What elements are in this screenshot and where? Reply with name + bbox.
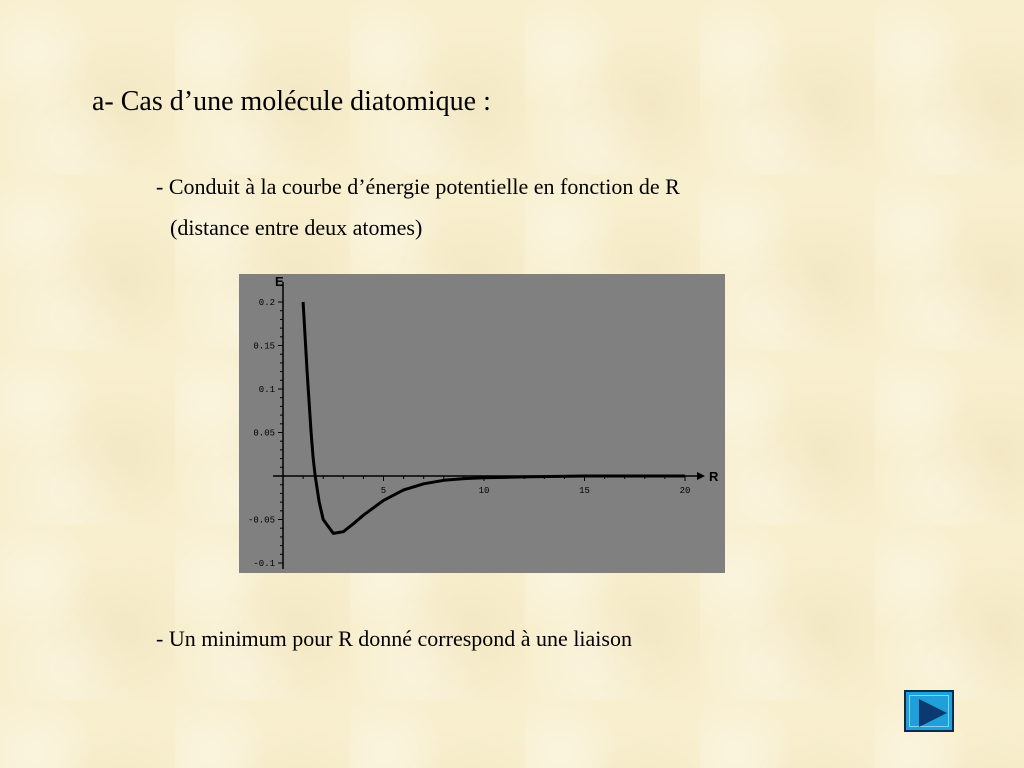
x-tick-label: 20 (679, 486, 691, 496)
y-tick-label: 0.1 (258, 385, 275, 395)
chart-svg (239, 274, 725, 573)
x-tick-label: 5 (380, 486, 387, 496)
next-slide-button[interactable] (904, 690, 954, 732)
slide-heading: a- Cas d’une molécule diatomique : (92, 86, 491, 117)
y-tick-label: -0.05 (247, 515, 275, 526)
y-tick-label: -0.1 (253, 559, 275, 569)
play-arrow-icon (906, 692, 956, 734)
y-tick-label: 0.2 (258, 298, 275, 308)
x-tick-label: 15 (579, 486, 590, 496)
bullet-curve-description: - Conduit à la courbe d’énergie potentielle en fonction de R (156, 174, 680, 199)
y-tick-label: 0.05 (253, 428, 275, 439)
y-axis-label: E (275, 274, 284, 289)
bullet-curve-description-cont: (distance entre deux atomes) (170, 215, 423, 240)
potential-energy-chart (239, 274, 725, 573)
x-tick-label: 10 (478, 486, 490, 496)
x-axis-label: R (709, 469, 719, 484)
bullet-minimum-bond: - Un minimum pour R donné correspond à une liaison (156, 626, 632, 651)
y-tick-label: 0.15 (253, 341, 275, 352)
